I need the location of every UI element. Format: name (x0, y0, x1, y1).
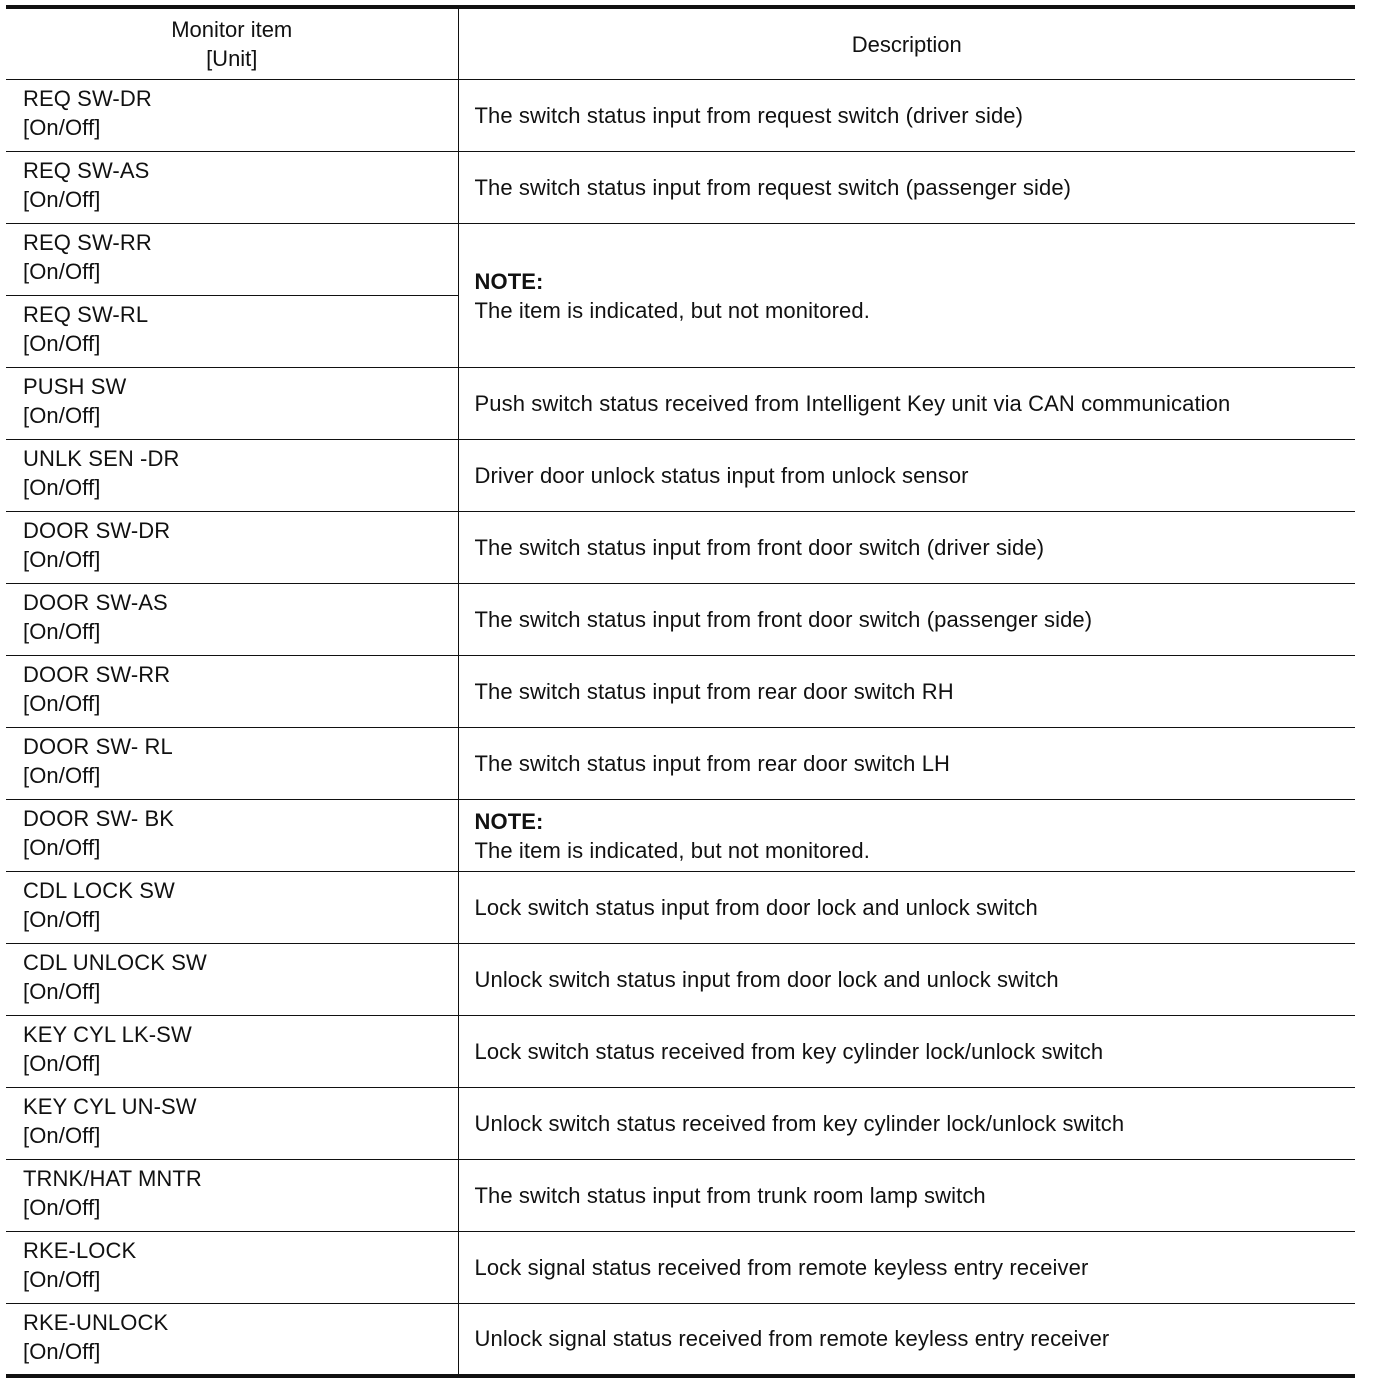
monitor-item-table (6, 5, 1355, 1378)
table-row (6, 440, 1355, 512)
description-cell (458, 1088, 1355, 1160)
item-unit: [On/Off] (23, 835, 101, 860)
item-name: TRNK/HAT MNTR (23, 1166, 202, 1191)
item-name: RKE-UNLOCK (23, 1310, 169, 1335)
description-cell (458, 368, 1355, 440)
monitor-item-cell (6, 872, 458, 944)
table-row (6, 1016, 1355, 1088)
table-row (6, 728, 1355, 800)
monitor-item-cell (6, 224, 458, 296)
header-monitor-item (6, 7, 458, 80)
monitor-item-cell (6, 584, 458, 656)
item-name: RKE-LOCK (23, 1238, 137, 1263)
monitor-item-cell (6, 944, 458, 1016)
monitor-item-cell (6, 800, 458, 872)
description-note-cell (458, 224, 1355, 368)
header-monitor-item-label: Monitor item (171, 17, 293, 42)
item-description: Unlock switch status input from door lock and unlock switch (474, 967, 1059, 992)
item-unit: [On/Off] (23, 691, 101, 716)
description-cell (458, 512, 1355, 584)
item-description: The switch status input from rear door switch RH (474, 679, 954, 704)
table-row (6, 1088, 1355, 1160)
table-row (6, 584, 1355, 656)
item-description: Unlock signal status received from remote keyless entry receiver (474, 1326, 1110, 1352)
item-name: DOOR SW- RL (23, 734, 173, 759)
item-description: The switch status input from rear door switch LH (474, 751, 951, 776)
description-cell (458, 728, 1355, 800)
item-unit: [On/Off] (23, 403, 101, 428)
monitor-item-cell (6, 1160, 458, 1232)
item-description: The switch status input from front door switch (passenger side) (474, 607, 1093, 632)
header-description-label: Description (851, 31, 962, 57)
description-note-cell (458, 800, 1355, 872)
item-name: REQ SW-RR (23, 230, 152, 255)
monitor-table-container (6, 5, 1355, 1378)
item-description: Lock signal status received from remote keyless entry receiver (474, 1255, 1089, 1280)
item-description: The switch status input from front door switch (driver side) (474, 535, 1045, 560)
item-unit: [On/Off] (23, 115, 101, 140)
item-unit: [On/Off] (23, 1123, 101, 1148)
monitor-item-cell (6, 1232, 458, 1304)
monitor-item-cell (6, 656, 458, 728)
description-cell (458, 1160, 1355, 1232)
description-cell (458, 1304, 1355, 1376)
note-label: NOTE: (474, 268, 544, 294)
item-name: REQ SW-DR (23, 86, 152, 111)
table-row (6, 512, 1355, 584)
item-description: Lock switch status received from key cylinder lock/unlock switch (474, 1039, 1104, 1064)
table-row (6, 1304, 1355, 1376)
item-unit: [On/Off] (23, 187, 101, 212)
monitor-item-cell (6, 512, 458, 584)
item-unit: [On/Off] (23, 475, 101, 500)
monitor-item-cell (6, 152, 458, 224)
item-description: Unlock switch status received from key cylinder lock/unlock switch (474, 1111, 1125, 1136)
item-description: The switch status input from request switch (driver side) (474, 103, 1024, 128)
item-description: Driver door unlock status input from unlock sensor (474, 463, 969, 488)
note-text: The item is indicated, but not monitored. (474, 837, 870, 863)
item-unit: [On/Off] (23, 331, 101, 356)
item-name: DOOR SW-DR (23, 518, 171, 543)
monitor-item-cell (6, 1304, 458, 1376)
item-name: DOOR SW-RR (23, 662, 171, 687)
description-cell (458, 584, 1355, 656)
item-unit: [On/Off] (23, 1267, 101, 1292)
item-unit: [On/Off] (23, 259, 101, 284)
header-description (458, 7, 1355, 80)
description-cell (458, 944, 1355, 1016)
item-unit: [On/Off] (23, 1339, 101, 1364)
description-cell (458, 1016, 1355, 1088)
item-name: REQ SW-RL (23, 302, 149, 327)
description-cell (458, 152, 1355, 224)
item-name: DOOR SW-AS (23, 590, 168, 615)
monitor-item-cell (6, 440, 458, 512)
description-cell (458, 872, 1355, 944)
item-description: The switch status input from request switch (passenger side) (474, 175, 1072, 200)
table-header-row (6, 7, 1355, 80)
item-name: PUSH SW (23, 374, 127, 399)
note-label: NOTE: (474, 808, 544, 834)
item-name: UNLK SEN -DR (23, 446, 180, 471)
item-unit: [On/Off] (23, 979, 101, 1004)
item-description: Push switch status received from Intelligent Key unit via CAN communication (474, 391, 1231, 416)
monitor-item-cell (6, 368, 458, 440)
item-unit: [On/Off] (23, 763, 101, 788)
table-row (6, 80, 1355, 152)
monitor-item-cell (6, 1016, 458, 1088)
note-text: The item is indicated, but not monitored. (474, 297, 870, 323)
table-row (6, 224, 1355, 296)
item-name: DOOR SW- BK (23, 806, 175, 831)
item-unit: [On/Off] (23, 907, 101, 932)
monitor-item-cell (6, 728, 458, 800)
table-row (6, 368, 1355, 440)
table-row (6, 656, 1355, 728)
description-cell (458, 80, 1355, 152)
description-cell (458, 440, 1355, 512)
description-cell (458, 656, 1355, 728)
item-description: Lock switch status input from door lock and unlock switch (474, 895, 1038, 920)
table-row (6, 152, 1355, 224)
item-unit: [On/Off] (23, 1195, 101, 1220)
item-name: CDL UNLOCK SW (23, 950, 207, 975)
item-name: KEY CYL UN-SW (23, 1094, 197, 1119)
table-row (6, 1232, 1355, 1304)
item-name: CDL LOCK SW (23, 878, 175, 903)
monitor-item-cell (6, 296, 458, 368)
table-row (6, 944, 1355, 1016)
item-unit: [On/Off] (23, 619, 101, 644)
table-row (6, 800, 1355, 872)
item-description: The switch status input from trunk room lamp switch (474, 1183, 986, 1208)
item-unit: [On/Off] (23, 547, 101, 572)
monitor-item-cell (6, 80, 458, 152)
table-row (6, 1160, 1355, 1232)
table-row (6, 872, 1355, 944)
monitor-item-cell (6, 1088, 458, 1160)
item-unit: [On/Off] (23, 1051, 101, 1076)
description-cell (458, 1232, 1355, 1304)
item-name: KEY CYL LK-SW (23, 1022, 192, 1047)
header-unit-label: [Unit] (206, 46, 258, 71)
item-name: REQ SW-AS (23, 158, 150, 183)
